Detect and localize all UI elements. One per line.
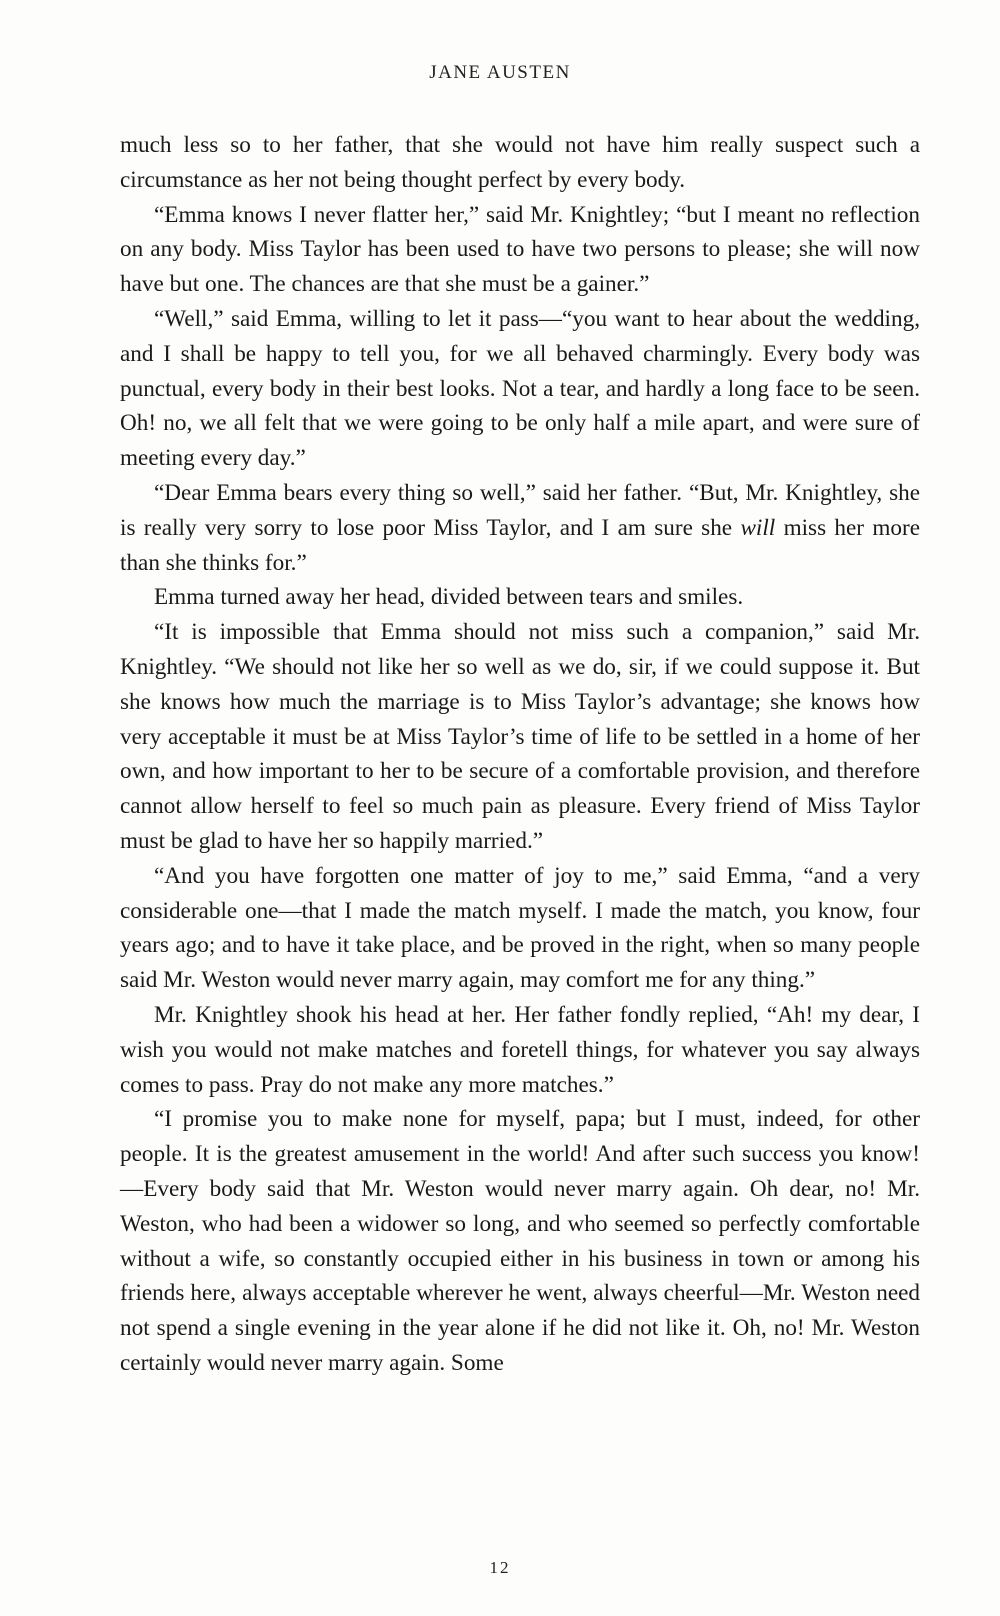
paragraph-text: “Dear Emma bears every thing so well,” said her father. “But, Mr. Knightley, she is really very sorry to lose poor Miss Taylor, and I am sure she xyxy=(120,479,920,541)
paragraph-text: “And you have forgotten one matter of joy to me,” said Emma, “and a very considerable one—that I made the match myself. I made the match, you know, four years ago; and to have it take place, and be proved in the right, when so many people said Mr. Weston would never marry again, may comfort me for any thing.” xyxy=(120,862,920,994)
paragraph xyxy=(120,128,920,198)
italic-emphasis: will xyxy=(740,514,776,541)
body-text xyxy=(120,128,920,1381)
paragraph-text: Mr. Knightley shook his head at her. Her father fondly replied, “Ah! my dear, I wish you would not make matches and foretell things, for whatever you say always comes to pass. Pray do not make any more matches.” xyxy=(120,1001,920,1098)
page-number: 12 xyxy=(489,1558,511,1577)
paragraph xyxy=(120,302,920,476)
paragraph xyxy=(120,476,920,580)
paragraph xyxy=(120,998,920,1102)
paragraph-text: “I promise you to make none for myself, papa; but I must, indeed, for other people. It is the greatest amusement in the world! And after such success you know!—Every body said that Mr. Weston would never marry again. Oh dear, no! Mr. Weston, who had been a widower so long, and who seemed so perfectly comfortable without a wife, so constantly occupied either in his business in town or among his friends here, always acceptable wherever he went, always cheerful—Mr. Weston need not spend a single evening in the year alone if he did not like it. Oh, no! Mr. Weston certainly would never marry again. Some xyxy=(120,1106,920,1376)
paragraph xyxy=(120,859,920,998)
paragraph xyxy=(120,1102,920,1380)
paragraph-text: “Emma knows I never flatter her,” said Mr. Knightley; “but I meant no reflection on any body. Miss Taylor has been used to have two persons to please; she will now have but one. The chances are that she must be a gainer.” xyxy=(120,201,920,298)
paragraph-text: much less so to her father, that she would not have him really suspect such a circumstance as her not being thought perfect by every body. xyxy=(120,132,920,193)
paragraph-text: “It is impossible that Emma should not miss such a companion,” said Mr. Knightley. “We should not like her so well as we do, sir, if we could suppose it. But she knows how much the marriage is to Miss Taylor’s advantage; she knows how very acceptable it must be at Miss Taylor’s time of life to be settled in a home of her own, and how important to her to be secure of a comfortable provision, and therefore cannot allow herself to feel so much pain as pleasure. Every friend of Miss Taylor must be glad to have her so happily married.” xyxy=(120,619,920,854)
paragraph xyxy=(120,615,920,859)
paragraph-text: Emma turned away her head, divided between tears and smiles. xyxy=(154,584,744,611)
paragraph-text: “Well,” said Emma, willing to let it pass—“you want to hear about the wedding, and I shall be happy to tell you, for we all behaved charmingly. Every body was punctual, every body in their best looks. Not a tear, and hardly a long face to be seen. Oh! no, we all felt that we were going to be only half a mile apart, and were sure of meeting every day.” xyxy=(120,305,920,472)
paragraph xyxy=(120,580,920,615)
running-head: JANE AUSTEN xyxy=(429,62,571,83)
paragraph xyxy=(120,198,920,302)
paragraph-text: miss her more than she thinks for.” xyxy=(120,514,921,576)
